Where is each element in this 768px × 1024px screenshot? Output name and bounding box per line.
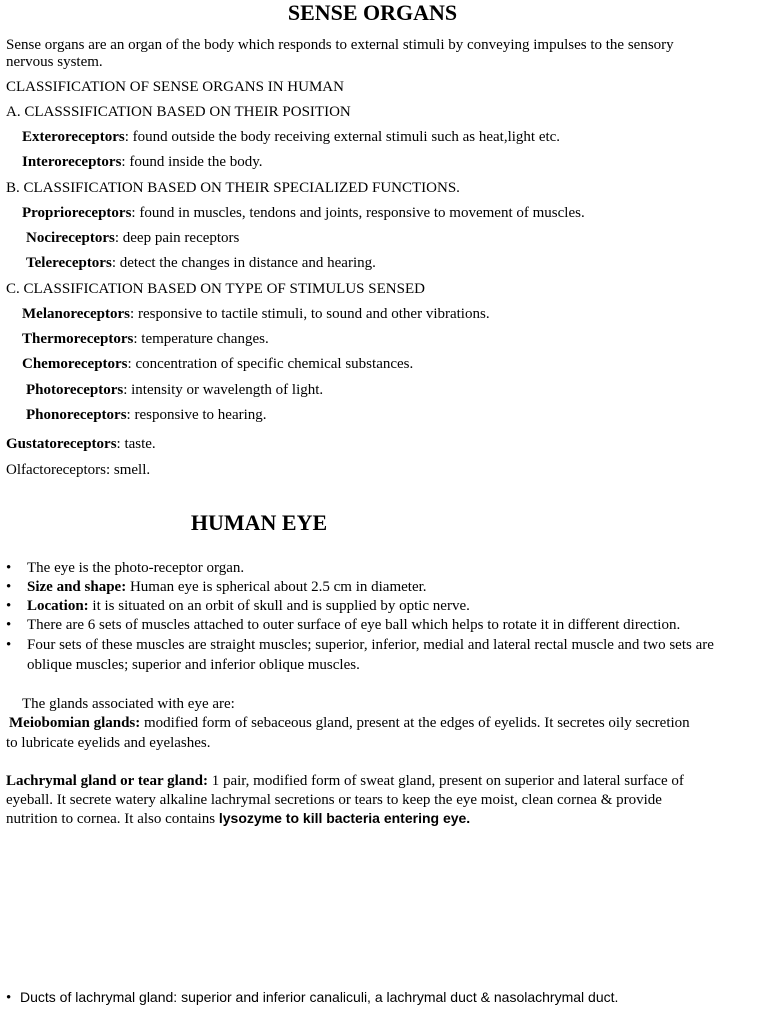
term-description: : intensity or wavelength of light. bbox=[123, 382, 324, 398]
term-row-telereceptors bbox=[26, 254, 376, 272]
term-label: Exteroreceptors bbox=[22, 129, 125, 145]
meiobomian-line-2: to lubricate eyelids and eyelashes. bbox=[6, 735, 211, 751]
term-label: Melanoreceptors bbox=[22, 306, 131, 322]
eye-heading: HUMAN EYE bbox=[190, 510, 328, 535]
term-row-phonoreceptors bbox=[26, 406, 267, 424]
bullet-bold: Size and shape: bbox=[27, 579, 127, 595]
eye-bullet-5 bbox=[27, 636, 714, 654]
term-row-chemoreceptors bbox=[22, 355, 413, 373]
bullet-text: The eye is the photo-receptor organ. bbox=[27, 560, 245, 576]
section-b-heading: B. CLASSIFICATION BASED ON THEIR SPECIALIZED FUNCTIONS. bbox=[6, 180, 460, 196]
term-description: : temperature changes. bbox=[133, 331, 269, 347]
bullet-text: There are 6 sets of muscles attached to outer surface of eye ball which helps to rotate it in different direction. bbox=[27, 617, 681, 633]
term-description: : responsive to hearing. bbox=[126, 407, 267, 423]
term-row-gustatoreceptors bbox=[6, 435, 156, 453]
section-a-heading: A. CLASSSIFICATION BASED ON THEIR POSITION bbox=[6, 104, 351, 120]
lachrymal-line3-text: nutrition to cornea. It also contains bbox=[6, 811, 219, 827]
bullet-marker: • bbox=[6, 990, 12, 1006]
lachrymal-desc: 1 pair, modified form of sweat gland, present on superior and lateral surface of bbox=[207, 773, 684, 789]
term-row-interoreceptors bbox=[22, 153, 263, 171]
meiobomian-desc: modified form of sebaceous gland, present at the edges of eyelids. It secretes oily secretion bbox=[140, 715, 690, 731]
term-row-melanoreceptors bbox=[22, 305, 490, 323]
bullet-text: oblique muscles; superior and inferior oblique muscles. bbox=[27, 657, 360, 673]
term-description: : concentration of specific chemical substances. bbox=[127, 356, 414, 372]
term-label: Phonoreceptors bbox=[26, 407, 127, 423]
term-label: Telereceptors bbox=[26, 255, 112, 271]
lachrymal-line-2: eyeball. It secrete watery alkaline lachrymal secretions or tears to keep the eye moist, clean cornea & provide bbox=[6, 792, 662, 808]
term-row-photoreceptors bbox=[26, 381, 323, 399]
eye-bullet-3 bbox=[27, 597, 470, 615]
intro-line-1: Sense organs are an organ of the body which responds to external stimuli by conveying impulses to the sensory bbox=[6, 37, 674, 53]
term-description: : deep pain receptors bbox=[114, 230, 240, 246]
term-description: : taste. bbox=[116, 436, 156, 452]
term-description: : detect the changes in distance and hearing. bbox=[111, 255, 376, 271]
lysozyme-emphasis: lysozyme to kill bacteria entering eye. bbox=[218, 810, 471, 826]
eye-bullet-1 bbox=[27, 559, 244, 577]
eye-bullet-2 bbox=[27, 578, 427, 596]
term-label: Chemoreceptors bbox=[22, 356, 128, 372]
bullet-text: Human eye is spherical about 2.5 cm in diameter. bbox=[126, 579, 427, 595]
olfactory-line: Olfactoreceptors: smell. bbox=[6, 462, 151, 478]
bullet-marker: • bbox=[6, 637, 12, 653]
classification-heading: CLASSIFICATION OF SENSE ORGANS IN HUMAN bbox=[6, 79, 344, 95]
term-label: Thermoreceptors bbox=[22, 331, 134, 347]
lachrymal-line-1 bbox=[6, 772, 684, 790]
section-c-heading: C. CLASSIFICATION BASED ON TYPE OF STIMULUS SENSED bbox=[6, 281, 425, 297]
term-label: Interoreceptors bbox=[22, 154, 122, 170]
term-row-thermoreceptors bbox=[22, 330, 269, 348]
term-description: : found inside the body. bbox=[121, 154, 263, 170]
term-row-nocireceptors bbox=[26, 229, 239, 247]
bullet-text: it is situated on an orbit of skull and is supplied by optic nerve. bbox=[88, 598, 470, 614]
term-label: Proprioreceptors bbox=[22, 205, 132, 221]
term-row-proprioreceptors bbox=[22, 204, 585, 222]
meiobomian-line-1 bbox=[6, 714, 690, 732]
bullet-marker: • bbox=[6, 617, 12, 633]
page-title: SENSE ORGANS bbox=[287, 0, 458, 25]
term-label: Gustatoreceptors bbox=[6, 436, 117, 452]
term-description: : found in muscles, tendons and joints, responsive to movement of muscles. bbox=[131, 205, 585, 221]
term-row-exteroreceptors bbox=[22, 128, 560, 146]
bullet-marker: • bbox=[6, 598, 12, 614]
ducts-bullet-text: Ducts of lachrymal gland: superior and inferior canaliculi, a lachrymal duct & nasolachrymal duct. bbox=[20, 989, 619, 1005]
bullet-marker: • bbox=[6, 560, 12, 576]
eye-bullet-5-continuation bbox=[27, 656, 360, 674]
lachrymal-term: Lachrymal gland or tear gland: bbox=[6, 773, 208, 789]
glands-intro: The glands associated with eye are: bbox=[22, 696, 235, 712]
intro-line-2: nervous system. bbox=[6, 54, 103, 70]
bullet-marker: • bbox=[6, 579, 12, 595]
bullet-text: Four sets of these muscles are straight muscles; superior, inferior, medial and lateral rectal muscle and two sets are bbox=[27, 637, 714, 653]
lachrymal-line-3 bbox=[6, 810, 470, 828]
term-label: Photoreceptors bbox=[26, 382, 124, 398]
eye-bullet-4 bbox=[27, 616, 680, 634]
meiobomian-term: Meiobomian glands: bbox=[9, 715, 141, 731]
term-description: : responsive to tactile stimuli, to sound and other vibrations. bbox=[130, 306, 490, 322]
term-label: Nocireceptors bbox=[26, 230, 115, 246]
bullet-bold: Location: bbox=[27, 598, 89, 614]
term-description: : found outside the body receiving external stimuli such as heat,light etc. bbox=[124, 129, 561, 145]
